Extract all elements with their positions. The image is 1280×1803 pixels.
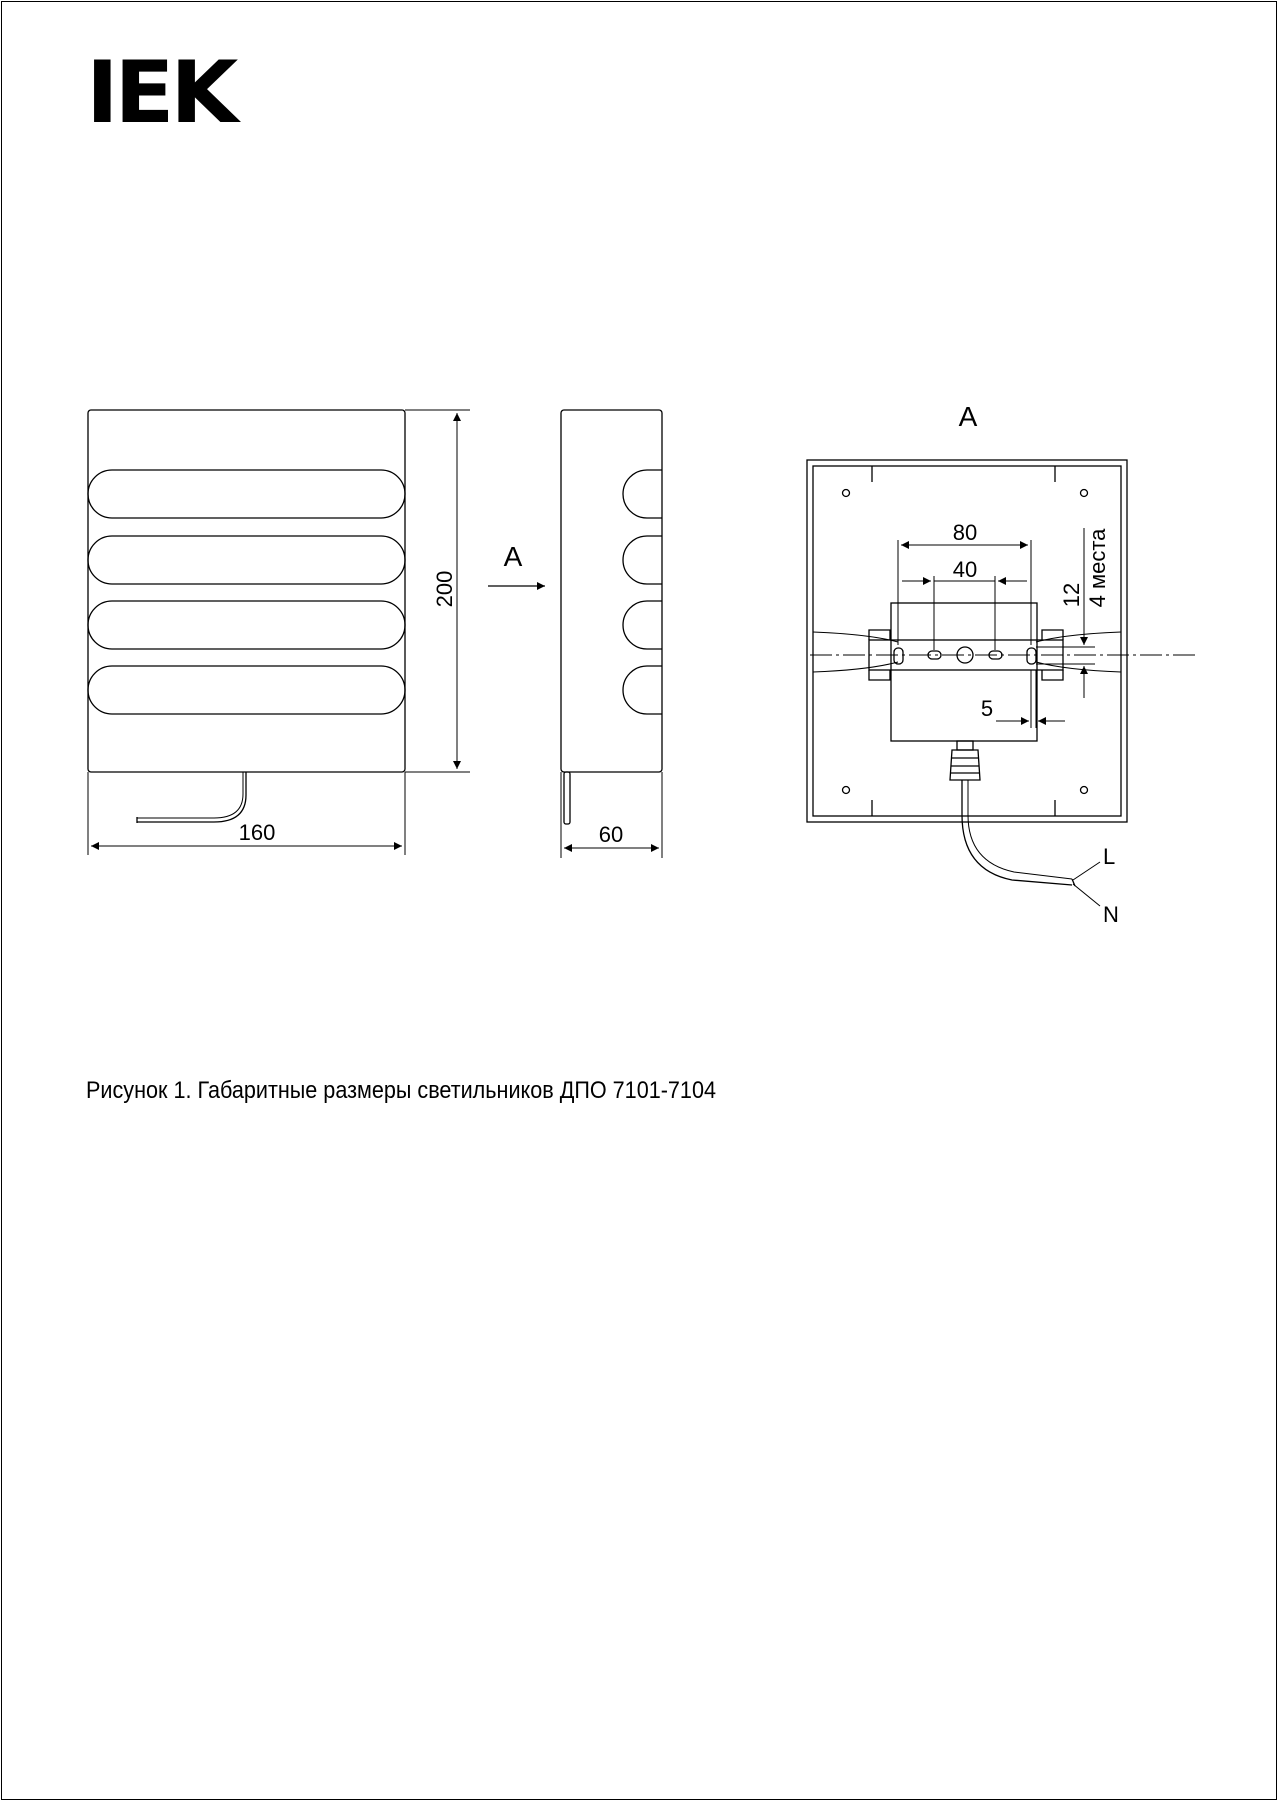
rear-view-inner-frame: [813, 466, 1121, 816]
front-view-cable: [137, 772, 246, 822]
edge-offset-label: 5: [980, 696, 994, 721]
side-view-louver-4: [623, 666, 662, 714]
figure-caption: Рисунок 1. Габаритные размеры светильников ДПО 7101-7104: [86, 1077, 716, 1104]
iek-logo: IEK: [86, 43, 235, 143]
rear-view-screw-hole: [1081, 787, 1088, 794]
side-view-body: [561, 410, 662, 772]
wire-leaders: [1073, 862, 1100, 906]
rear-view-screw-hole: [843, 787, 850, 794]
height-dimension-label: 200: [432, 570, 457, 608]
slot-count-note: 4 места: [1085, 528, 1110, 608]
rear-view-outer-frame: [807, 460, 1127, 822]
width-dimension-label: 160: [238, 820, 276, 845]
rear-view-slot: [1027, 648, 1036, 664]
depth-dimension-label: 60: [598, 822, 624, 847]
side-view-louver-1: [623, 470, 662, 518]
rear-view-cable: [962, 780, 1072, 885]
front-view-body: [88, 410, 405, 772]
side-view-louver-3: [623, 601, 662, 649]
wire-label-neutral: N: [1103, 902, 1119, 927]
front-view: [88, 410, 405, 823]
side-view: [561, 410, 662, 824]
side-view-louver-2: [623, 536, 662, 584]
mount-spacing-outer-label: 80: [952, 520, 978, 545]
front-view-louver-1: [88, 470, 405, 518]
mount-spacing-outer-dimension: [898, 540, 1031, 645]
front-view-louver-4: [88, 666, 405, 714]
front-view-louver-3: [88, 601, 405, 649]
rear-view-screw-hole: [1081, 490, 1088, 497]
mount-spacing-inner-dimension: [902, 576, 1027, 650]
rear-view-screw-hole: [843, 490, 850, 497]
rear-view-driver-box: [891, 603, 1037, 741]
side-view-cable: [564, 772, 570, 824]
rear-view-slot: [894, 648, 903, 664]
rear-view-cable-gland: [950, 750, 980, 780]
slot-height-label: 12: [1059, 582, 1084, 608]
edge-offset-dimension: [996, 670, 1065, 728]
view-direction-label: A: [503, 541, 523, 572]
wire-label-line: L: [1103, 844, 1116, 869]
rear-view-cable-gland-base: [957, 741, 973, 750]
front-view-louver-2: [88, 536, 405, 584]
rear-view-title: A: [958, 401, 978, 432]
mount-spacing-inner-label: 40: [952, 557, 978, 582]
